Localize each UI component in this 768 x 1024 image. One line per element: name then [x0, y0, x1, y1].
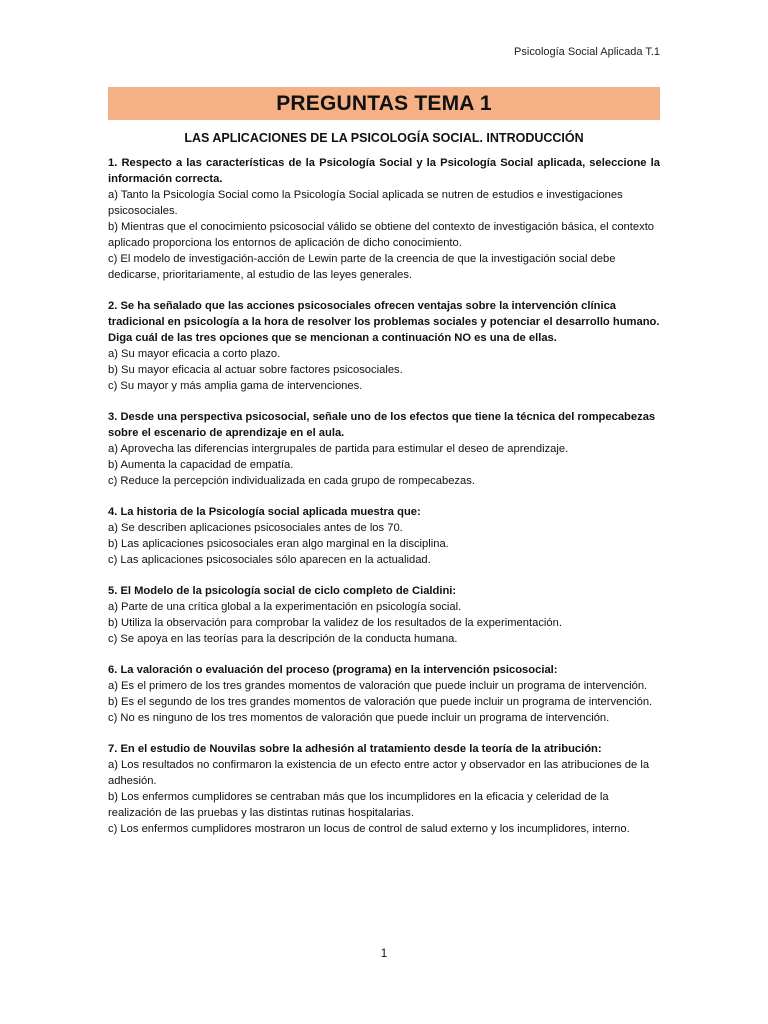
option-b: b) Las aplicaciones psicosociales eran algo marginal en la disciplina. [108, 538, 449, 550]
option-c: c) Reduce la percepción individualizada en cada grupo de rompecabezas. [108, 475, 475, 487]
question-4 [108, 504, 660, 568]
option-c: c) El modelo de investigación-acción de Lewin parte de la creencia de que la investigación social debe dedicarse, prioritariamente, al estudio de las leyes generales. [108, 253, 616, 281]
option-b: b) Utiliza la observación para comprobar la validez de los resultados de la experimentación. [108, 617, 562, 629]
question-7 [108, 741, 660, 837]
question-text: 6. La valoración o evaluación del proceso (programa) en la intervención psicosocial: [108, 664, 558, 676]
question-2 [108, 298, 660, 394]
option-b: b) Su mayor eficacia al actuar sobre factores psicosociales. [108, 364, 403, 376]
option-c: c) Se apoya en las teorías para la descripción de la conducta humana. [108, 633, 458, 645]
option-b: b) Aumenta la capacidad de empatía. [108, 459, 294, 471]
question-list [108, 155, 660, 852]
section-subtitle: LAS APLICACIONES DE LA PSICOLOGÍA SOCIAL. INTRODUCCIÓN [184, 131, 584, 145]
page-title: PREGUNTAS TEMA 1 [276, 91, 492, 115]
option-a: a) Aprovecha las diferencias intergrupales de partida para estimular el deseo de aprendizaje. [108, 443, 569, 455]
option-c: c) Las aplicaciones psicosociales sólo aparecen en la actualidad. [108, 554, 431, 566]
question-1 [108, 155, 660, 283]
running-header: Psicología Social Aplicada T.1 [514, 46, 660, 58]
question-3 [108, 409, 660, 489]
question-text: 7. En el estudio de Nouvilas sobre la adhesión al tratamiento desde la teoría de la atribución: [108, 743, 602, 755]
question-text: 4. La historia de la Psicología social aplicada muestra que: [108, 506, 421, 518]
option-b: b) Es el segundo de los tres grandes momentos de valoración que puede incluir un programa de intervención. [108, 696, 653, 708]
title-band [108, 87, 660, 120]
option-a: a) Se describen aplicaciones psicosociales antes de los 70. [108, 522, 403, 534]
option-b: b) Mientras que el conocimiento psicosocial válido se obtiene del contexto de investigación básica, el contexto aplicado proporciona los entornos de aplicación de dicho conocimiento. [108, 221, 655, 249]
question-text: 2. Se ha señalado que las acciones psicosociales ofrecen ventajas sobre la intervención clínica tradicional en psicología a la hora de resolver los problemas sociales y potenciar el desarrollo humano. Diga cuál de las tres opciones que se mencionan a continuación NO es una de ellas. [108, 300, 660, 344]
option-a: a) Los resultados no confirmaron la existencia de un efecto entre actor y observador en las atribuciones de la adhesión. [108, 759, 650, 787]
option-c: c) No es ninguno de los tres momentos de valoración que puede incluir un programa de intervención. [108, 712, 610, 724]
question-text: 3. Desde una perspectiva psicosocial, señale uno de los efectos que tiene la técnica del rompecabezas sobre el escenario de aprendizaje en el aula. [108, 411, 656, 439]
page-number: 1 [380, 946, 388, 960]
option-a: a) Su mayor eficacia a corto plazo. [108, 348, 281, 360]
question-text: 5. El Modelo de la psicología social de ciclo completo de Cialdini: [108, 585, 457, 597]
question-text: 1. Respecto a las características de la Psicología Social y la Psicología Social aplicada, seleccione la información correcta. [108, 157, 660, 185]
option-c: c) Su mayor y más amplia gama de intervenciones. [108, 380, 363, 392]
option-a: a) Es el primero de los tres grandes momentos de valoración que puede incluir un programa de intervención. [108, 680, 648, 692]
option-a: a) Parte de una crítica global a la experimentación en psicología social. [108, 601, 462, 613]
option-b: b) Los enfermos cumplidores se centraban más que los incumplidores en la eficacia y celeridad de la realización de las pruebas y las distintas rutinas hospitalarias. [108, 791, 609, 819]
option-a: a) Tanto la Psicología Social como la Psicología Social aplicada se nutren de estudios e investigaciones psicosociales. [108, 189, 623, 217]
question-6 [108, 662, 660, 726]
question-5 [108, 583, 660, 647]
option-c: c) Los enfermos cumplidores mostraron un locus de control de salud externo y los incumplidores, interno. [108, 823, 630, 835]
